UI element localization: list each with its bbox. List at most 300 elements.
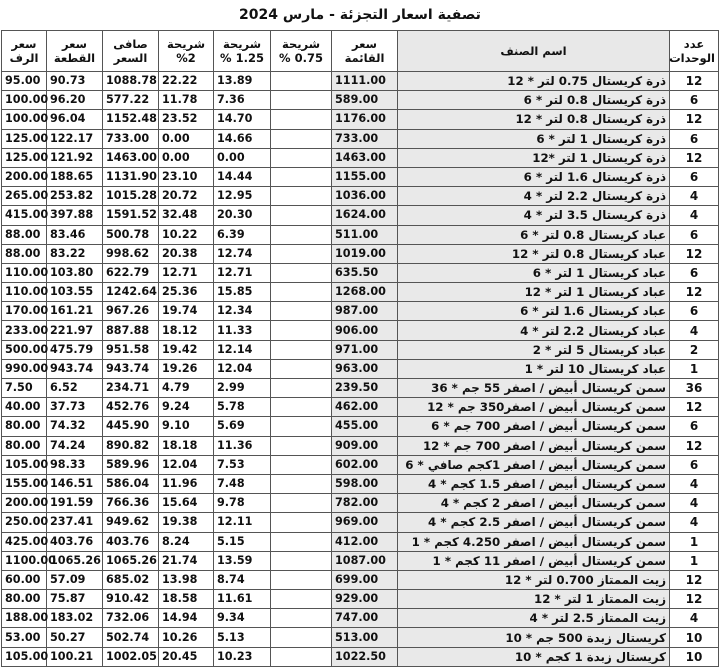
cell-units: 2 xyxy=(670,340,719,359)
cell-tier-075 xyxy=(271,72,332,91)
cell-item-name: سمن كريستال أبيض / اصفر 1.5 كجم * 4 xyxy=(398,474,670,493)
cell-net-price: 943.74 xyxy=(103,359,159,378)
sheet-title: تصفية اسعار التجزئة - مارس 2024 xyxy=(239,7,481,23)
cell-shelf-price: 88.00 xyxy=(2,244,47,263)
table-row xyxy=(2,129,719,148)
header-tier-125: شريحة 1.25 % xyxy=(214,31,271,72)
cell-piece-price: 74.24 xyxy=(47,436,103,455)
cell-list-price: 602.00 xyxy=(332,455,398,474)
cell-units: 4 xyxy=(670,609,719,628)
cell-units: 12 xyxy=(670,283,719,302)
cell-tier-075 xyxy=(271,302,332,321)
cell-list-price: 1036.00 xyxy=(332,187,398,206)
cell-tier-125: 10.23 xyxy=(214,647,271,666)
cell-net-price: 1088.78 xyxy=(103,72,159,91)
cell-tier-2: 19.42 xyxy=(159,340,214,359)
table-row xyxy=(2,494,719,513)
cell-tier-125: 14.70 xyxy=(214,110,271,129)
cell-piece-price: 57.09 xyxy=(47,570,103,589)
cell-units: 1 xyxy=(670,532,719,551)
cell-net-price: 1002.05 xyxy=(103,647,159,666)
table-row xyxy=(2,187,719,206)
cell-tier-2: 23.10 xyxy=(159,167,214,186)
table-row xyxy=(2,359,719,378)
cell-tier-075 xyxy=(271,570,332,589)
cell-tier-125: 12.34 xyxy=(214,302,271,321)
cell-piece-price: 943.74 xyxy=(47,359,103,378)
cell-tier-2: 15.64 xyxy=(159,494,214,513)
cell-net-price: 577.22 xyxy=(103,91,159,110)
cell-piece-price: 183.02 xyxy=(47,609,103,628)
cell-piece-price: 100.21 xyxy=(47,647,103,666)
cell-item-name: ذرة كريستال 0.8 لتر * 12 xyxy=(398,110,670,129)
cell-tier-125: 9.34 xyxy=(214,609,271,628)
cell-tier-2: 18.12 xyxy=(159,321,214,340)
cell-tier-075 xyxy=(271,513,332,532)
cell-list-price: 412.00 xyxy=(332,532,398,551)
cell-tier-125: 14.66 xyxy=(214,129,271,148)
cell-list-price: 455.00 xyxy=(332,417,398,436)
cell-net-price: 452.76 xyxy=(103,398,159,417)
header-list-price: سعر القائمة xyxy=(332,31,398,72)
table-row xyxy=(2,321,719,340)
cell-list-price: 699.00 xyxy=(332,570,398,589)
cell-tier-075 xyxy=(271,91,332,110)
cell-tier-075 xyxy=(271,187,332,206)
cell-piece-price: 83.22 xyxy=(47,244,103,263)
cell-units: 4 xyxy=(670,513,719,532)
cell-tier-2: 21.74 xyxy=(159,551,214,570)
cell-units: 12 xyxy=(670,244,719,263)
table-row xyxy=(2,513,719,532)
cell-tier-125: 11.33 xyxy=(214,321,271,340)
cell-tier-075 xyxy=(271,628,332,647)
cell-shelf-price: 105.00 xyxy=(2,455,47,474)
cell-piece-price: 188.65 xyxy=(47,167,103,186)
cell-tier-2: 19.38 xyxy=(159,513,214,532)
cell-piece-price: 103.80 xyxy=(47,263,103,282)
cell-tier-125: 9.78 xyxy=(214,494,271,513)
header-name: اسم الصنف xyxy=(398,31,670,72)
cell-list-price: 987.00 xyxy=(332,302,398,321)
cell-units: 12 xyxy=(670,148,719,167)
cell-tier-075 xyxy=(271,129,332,148)
cell-tier-2: 9.10 xyxy=(159,417,214,436)
cell-tier-075 xyxy=(271,206,332,225)
cell-units: 4 xyxy=(670,206,719,225)
cell-piece-price: 1065.26 xyxy=(47,551,103,570)
table-row xyxy=(2,398,719,417)
cell-units: 6 xyxy=(670,263,719,282)
cell-tier-2: 23.52 xyxy=(159,110,214,129)
cell-net-price: 1591.52 xyxy=(103,206,159,225)
cell-list-price: 513.00 xyxy=(332,628,398,647)
cell-item-name: عباد كريستال 0.8 لتر * 6 xyxy=(398,225,670,244)
cell-net-price: 733.00 xyxy=(103,129,159,148)
cell-net-price: 998.62 xyxy=(103,244,159,263)
cell-shelf-price: 200.00 xyxy=(2,167,47,186)
cell-tier-075 xyxy=(271,110,332,129)
header-units: عدد الوحدات xyxy=(670,31,719,72)
cell-tier-075 xyxy=(271,647,332,666)
cell-list-price: 462.00 xyxy=(332,398,398,417)
cell-piece-price: 103.55 xyxy=(47,283,103,302)
cell-net-price: 890.82 xyxy=(103,436,159,455)
cell-tier-075 xyxy=(271,455,332,474)
cell-tier-125: 12.04 xyxy=(214,359,271,378)
cell-tier-075 xyxy=(271,359,332,378)
cell-tier-2: 4.79 xyxy=(159,379,214,398)
cell-shelf-price: 415.00 xyxy=(2,206,47,225)
cell-piece-price: 403.76 xyxy=(47,532,103,551)
cell-units: 10 xyxy=(670,647,719,666)
cell-list-price: 589.00 xyxy=(332,91,398,110)
cell-tier-125: 14.44 xyxy=(214,167,271,186)
cell-list-price: 1111.00 xyxy=(332,72,398,91)
cell-piece-price: 98.33 xyxy=(47,455,103,474)
cell-units: 4 xyxy=(670,187,719,206)
cell-tier-075 xyxy=(271,551,332,570)
cell-list-price: 1268.00 xyxy=(332,283,398,302)
table-row xyxy=(2,609,719,628)
cell-shelf-price: 105.00 xyxy=(2,647,47,666)
cell-piece-price: 122.17 xyxy=(47,129,103,148)
cell-item-name: ذرة كريستال 0.75 لتر * 12 xyxy=(398,72,670,91)
cell-tier-2: 20.72 xyxy=(159,187,214,206)
cell-units: 12 xyxy=(670,590,719,609)
cell-shelf-price: 155.00 xyxy=(2,474,47,493)
cell-item-name: ذرة كريستال 1 لتر *12 xyxy=(398,148,670,167)
cell-item-name: كريستال زبدة 1 كجم * 10 xyxy=(398,647,670,666)
cell-units: 6 xyxy=(670,302,719,321)
cell-net-price: 949.62 xyxy=(103,513,159,532)
table-row xyxy=(2,379,719,398)
cell-list-price: 906.00 xyxy=(332,321,398,340)
cell-shelf-price: 95.00 xyxy=(2,72,47,91)
cell-tier-125: 13.89 xyxy=(214,72,271,91)
cell-tier-075 xyxy=(271,398,332,417)
table-row xyxy=(2,551,719,570)
cell-tier-125: 5.15 xyxy=(214,532,271,551)
cell-tier-2: 8.24 xyxy=(159,532,214,551)
cell-units: 4 xyxy=(670,474,719,493)
cell-list-price: 971.00 xyxy=(332,340,398,359)
cell-tier-125: 12.95 xyxy=(214,187,271,206)
cell-tier-125: 2.99 xyxy=(214,379,271,398)
cell-shelf-price: 100.00 xyxy=(2,91,47,110)
cell-net-price: 622.79 xyxy=(103,263,159,282)
cell-units: 12 xyxy=(670,72,719,91)
table-row xyxy=(2,72,719,91)
cell-shelf-price: 40.00 xyxy=(2,398,47,417)
cell-item-name: زيت الممتاز 0.700 لتر * 12 xyxy=(398,570,670,589)
cell-list-price: 1019.00 xyxy=(332,244,398,263)
cell-tier-075 xyxy=(271,474,332,493)
cell-tier-125: 12.71 xyxy=(214,263,271,282)
cell-piece-price: 146.51 xyxy=(47,474,103,493)
cell-net-price: 951.58 xyxy=(103,340,159,359)
cell-piece-price: 397.88 xyxy=(47,206,103,225)
table-row xyxy=(2,628,719,647)
cell-tier-075 xyxy=(271,379,332,398)
cell-item-name: ذرة كريستال 1.6 لتر * 6 xyxy=(398,167,670,186)
cell-tier-2: 12.71 xyxy=(159,263,214,282)
cell-tier-075 xyxy=(271,532,332,551)
cell-shelf-price: 125.00 xyxy=(2,129,47,148)
cell-tier-125: 5.78 xyxy=(214,398,271,417)
cell-units: 4 xyxy=(670,494,719,513)
cell-item-name: ذرة كريستال 2.2 لتر * 4 xyxy=(398,187,670,206)
cell-shelf-price: 110.00 xyxy=(2,263,47,282)
cell-tier-125: 7.36 xyxy=(214,91,271,110)
table-row xyxy=(2,417,719,436)
cell-net-price: 1463.00 xyxy=(103,148,159,167)
cell-net-price: 887.88 xyxy=(103,321,159,340)
table-row xyxy=(2,244,719,263)
cell-tier-125: 5.13 xyxy=(214,628,271,647)
cell-tier-075 xyxy=(271,590,332,609)
cell-item-name: سمن كريستال أبيض / اصفر 2.5 كجم * 4 xyxy=(398,513,670,532)
cell-net-price: 732.06 xyxy=(103,609,159,628)
table-row xyxy=(2,302,719,321)
cell-net-price: 589.96 xyxy=(103,455,159,474)
table-row xyxy=(2,340,719,359)
cell-tier-2: 9.24 xyxy=(159,398,214,417)
cell-item-name: عباد كريستال 5 لتر * 2 xyxy=(398,340,670,359)
header-piece-price: سعر القطعة xyxy=(47,31,103,72)
cell-units: 4 xyxy=(670,321,719,340)
cell-piece-price: 253.82 xyxy=(47,187,103,206)
price-table xyxy=(1,30,719,667)
cell-tier-2: 18.58 xyxy=(159,590,214,609)
cell-list-price: 1087.00 xyxy=(332,551,398,570)
cell-list-price: 733.00 xyxy=(332,129,398,148)
cell-list-price: 929.00 xyxy=(332,590,398,609)
cell-net-price: 500.78 xyxy=(103,225,159,244)
cell-piece-price: 221.97 xyxy=(47,321,103,340)
cell-list-price: 963.00 xyxy=(332,359,398,378)
cell-units: 10 xyxy=(670,628,719,647)
cell-net-price: 502.74 xyxy=(103,628,159,647)
cell-shelf-price: 425.00 xyxy=(2,532,47,551)
cell-units: 12 xyxy=(670,110,719,129)
header-net-price: صافى السعر xyxy=(103,31,159,72)
cell-list-price: 1022.50 xyxy=(332,647,398,666)
cell-list-price: 598.00 xyxy=(332,474,398,493)
cell-tier-075 xyxy=(271,148,332,167)
table-row xyxy=(2,225,719,244)
cell-item-name: زيت الممتاز 1 لتر * 12 xyxy=(398,590,670,609)
cell-shelf-price: 170.00 xyxy=(2,302,47,321)
cell-piece-price: 50.27 xyxy=(47,628,103,647)
cell-units: 1 xyxy=(670,551,719,570)
cell-shelf-price: 1100.00 xyxy=(2,551,47,570)
cell-net-price: 685.02 xyxy=(103,570,159,589)
cell-shelf-price: 53.00 xyxy=(2,628,47,647)
cell-list-price: 969.00 xyxy=(332,513,398,532)
cell-piece-price: 96.04 xyxy=(47,110,103,129)
cell-tier-2: 19.26 xyxy=(159,359,214,378)
cell-tier-075 xyxy=(271,225,332,244)
cell-shelf-price: 110.00 xyxy=(2,283,47,302)
cell-item-name: سمن كريستال أبيض / اصفر 55 جم * 36 xyxy=(398,379,670,398)
cell-shelf-price: 60.00 xyxy=(2,570,47,589)
cell-item-name: كريستال زبدة 500 جم * 10 xyxy=(398,628,670,647)
cell-tier-2: 20.38 xyxy=(159,244,214,263)
cell-piece-price: 121.92 xyxy=(47,148,103,167)
table-row xyxy=(2,206,719,225)
cell-list-price: 909.00 xyxy=(332,436,398,455)
table-row xyxy=(2,532,719,551)
cell-net-price: 910.42 xyxy=(103,590,159,609)
cell-tier-075 xyxy=(271,609,332,628)
cell-tier-075 xyxy=(271,321,332,340)
cell-tier-125: 6.39 xyxy=(214,225,271,244)
cell-item-name: سمن كريستال أبيض / اصفر 11 كجم * 1 xyxy=(398,551,670,570)
cell-net-price: 445.90 xyxy=(103,417,159,436)
cell-shelf-price: 265.00 xyxy=(2,187,47,206)
cell-piece-price: 161.21 xyxy=(47,302,103,321)
cell-shelf-price: 500.00 xyxy=(2,340,47,359)
cell-piece-price: 191.59 xyxy=(47,494,103,513)
table-row xyxy=(2,474,719,493)
cell-shelf-price: 80.00 xyxy=(2,417,47,436)
cell-net-price: 1131.90 xyxy=(103,167,159,186)
cell-units: 12 xyxy=(670,398,719,417)
cell-piece-price: 74.32 xyxy=(47,417,103,436)
cell-tier-2: 14.94 xyxy=(159,609,214,628)
cell-tier-125: 12.74 xyxy=(214,244,271,263)
cell-shelf-price: 80.00 xyxy=(2,590,47,609)
cell-tier-075 xyxy=(271,417,332,436)
cell-list-price: 782.00 xyxy=(332,494,398,513)
cell-tier-2: 12.04 xyxy=(159,455,214,474)
table-row xyxy=(2,91,719,110)
cell-piece-price: 237.41 xyxy=(47,513,103,532)
cell-item-name: سمن كريستال أبيض / اصفر 700 جم * 12 xyxy=(398,436,670,455)
cell-net-price: 1242.64 xyxy=(103,283,159,302)
cell-tier-2: 19.74 xyxy=(159,302,214,321)
cell-tier-075 xyxy=(271,263,332,282)
cell-units: 6 xyxy=(670,167,719,186)
cell-tier-2: 20.45 xyxy=(159,647,214,666)
cell-item-name: عباد كريستال 2.2 لتر * 4 xyxy=(398,321,670,340)
cell-tier-2: 10.22 xyxy=(159,225,214,244)
cell-net-price: 1152.48 xyxy=(103,110,159,129)
cell-item-name: عباد كريستال 1.6 لتر * 6 xyxy=(398,302,670,321)
cell-units: 36 xyxy=(670,379,719,398)
cell-item-name: عباد كريستال 10 لتر * 1 xyxy=(398,359,670,378)
cell-item-name: سمن كريستال أبيض / اصفر 4.250 كجم * 1 xyxy=(398,532,670,551)
cell-net-price: 234.71 xyxy=(103,379,159,398)
cell-list-price: 1176.00 xyxy=(332,110,398,129)
cell-piece-price: 475.79 xyxy=(47,340,103,359)
cell-piece-price: 90.73 xyxy=(47,72,103,91)
cell-piece-price: 83.46 xyxy=(47,225,103,244)
cell-tier-2: 18.18 xyxy=(159,436,214,455)
cell-tier-2: 22.22 xyxy=(159,72,214,91)
cell-tier-125: 8.74 xyxy=(214,570,271,589)
cell-item-name: عباد كريستال 1 لتر * 12 xyxy=(398,283,670,302)
cell-item-name: عباد كريستال 0.8 لتر * 12 xyxy=(398,244,670,263)
table-row xyxy=(2,647,719,666)
cell-tier-2: 0.00 xyxy=(159,129,214,148)
table-row xyxy=(2,283,719,302)
cell-tier-125: 15.85 xyxy=(214,283,271,302)
cell-tier-2: 0.00 xyxy=(159,148,214,167)
cell-tier-125: 0.00 xyxy=(214,148,271,167)
cell-item-name: سمن كريستال أبيض / اصفر 700 جم * 6 xyxy=(398,417,670,436)
cell-list-price: 239.50 xyxy=(332,379,398,398)
cell-shelf-price: 188.00 xyxy=(2,609,47,628)
table-row xyxy=(2,455,719,474)
table-body xyxy=(2,72,719,667)
cell-piece-price: 75.87 xyxy=(47,590,103,609)
cell-shelf-price: 80.00 xyxy=(2,436,47,455)
cell-item-name: سمن كريستال أبيض / اصفر350 جم * 12 xyxy=(398,398,670,417)
cell-item-name: ذرة كريستال 0.8 لتر * 6 xyxy=(398,91,670,110)
header-row xyxy=(2,31,719,72)
cell-tier-125: 11.61 xyxy=(214,590,271,609)
cell-tier-125: 11.36 xyxy=(214,436,271,455)
cell-tier-075 xyxy=(271,340,332,359)
cell-item-name: ذرة كريستال 3.5 لتر * 4 xyxy=(398,206,670,225)
cell-shelf-price: 990.00 xyxy=(2,359,47,378)
cell-shelf-price: 250.00 xyxy=(2,513,47,532)
cell-shelf-price: 233.00 xyxy=(2,321,47,340)
table-row xyxy=(2,167,719,186)
cell-item-name: سمن كريستال أبيض / اصفر 2 كجم * 4 xyxy=(398,494,670,513)
cell-tier-075 xyxy=(271,283,332,302)
cell-net-price: 967.26 xyxy=(103,302,159,321)
table-row xyxy=(2,570,719,589)
cell-tier-2: 32.48 xyxy=(159,206,214,225)
cell-tier-075 xyxy=(271,494,332,513)
cell-list-price: 1155.00 xyxy=(332,167,398,186)
cell-tier-125: 7.53 xyxy=(214,455,271,474)
table-row xyxy=(2,148,719,167)
cell-tier-2: 10.26 xyxy=(159,628,214,647)
cell-piece-price: 96.20 xyxy=(47,91,103,110)
cell-net-price: 1065.26 xyxy=(103,551,159,570)
cell-list-price: 511.00 xyxy=(332,225,398,244)
header-tier-2: شريحة 2% xyxy=(159,31,214,72)
cell-list-price: 635.50 xyxy=(332,263,398,282)
cell-units: 1 xyxy=(670,359,719,378)
cell-units: 12 xyxy=(670,436,719,455)
cell-units: 6 xyxy=(670,417,719,436)
cell-tier-075 xyxy=(271,436,332,455)
cell-units: 6 xyxy=(670,91,719,110)
cell-item-name: سمن كريستال أبيض / اصفر 1كجم صافي * 6 xyxy=(398,455,670,474)
cell-units: 6 xyxy=(670,455,719,474)
cell-item-name: ذرة كريستال 1 لتر * 6 xyxy=(398,129,670,148)
header-tier-075: شريحة 0.75 % xyxy=(271,31,332,72)
cell-list-price: 747.00 xyxy=(332,609,398,628)
table-row xyxy=(2,590,719,609)
cell-tier-125: 20.30 xyxy=(214,206,271,225)
cell-piece-price: 6.52 xyxy=(47,379,103,398)
cell-shelf-price: 125.00 xyxy=(2,148,47,167)
cell-net-price: 1015.28 xyxy=(103,187,159,206)
cell-units: 12 xyxy=(670,570,719,589)
cell-tier-2: 25.36 xyxy=(159,283,214,302)
cell-net-price: 766.36 xyxy=(103,494,159,513)
cell-tier-125: 12.11 xyxy=(214,513,271,532)
table-row xyxy=(2,110,719,129)
cell-net-price: 403.76 xyxy=(103,532,159,551)
cell-list-price: 1463.00 xyxy=(332,148,398,167)
